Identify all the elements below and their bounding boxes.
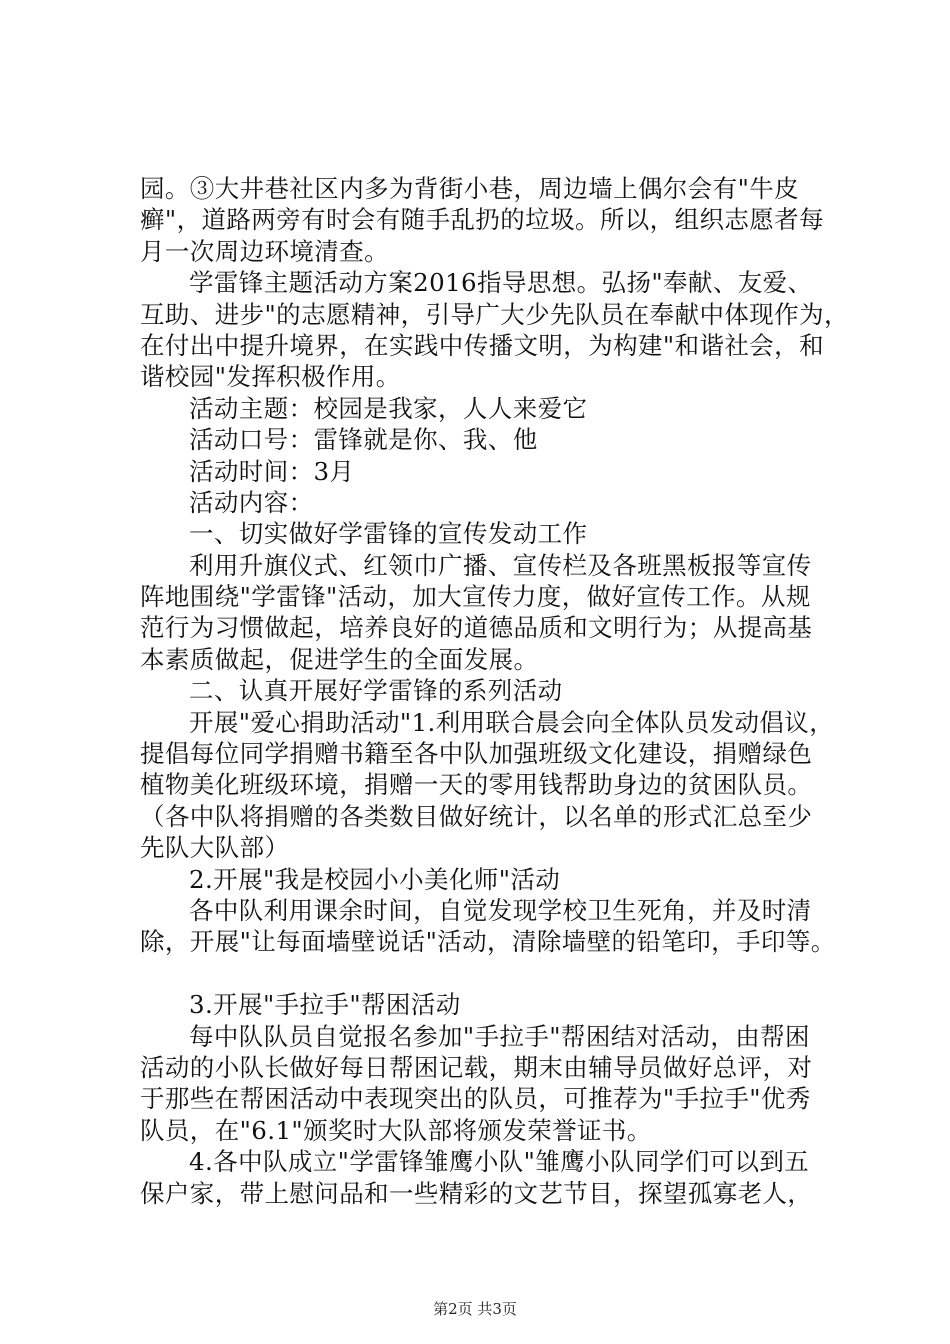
text-line: 植物美化班级环境，捐赠一天的零用钱帮助身边的贫困队员。 bbox=[140, 770, 813, 800]
text-line: 二、认真开展好学雷锋的系列活动 bbox=[189, 676, 563, 706]
text-line: 于那些在帮困活动中表现突出的队员，可推荐为"手拉手"优秀 bbox=[140, 1084, 811, 1114]
text-line: 月一次周边环境清查。 bbox=[140, 236, 389, 266]
text-line: 开展"爱心捐助活动"1.利用联合晨会向全体队员发动倡议， bbox=[189, 707, 835, 737]
text-line: 一、切实做好学雷锋的宣传发动工作 bbox=[189, 519, 588, 549]
text-line: 先队大队部） bbox=[140, 833, 290, 863]
text-line: （各中队将捐赠的各类数目做好统计，以名单的形式汇总至少 bbox=[140, 801, 813, 831]
text-line: 队员，在"6.1"颁奖时大队部将颁发荣誉证书。 bbox=[140, 1115, 652, 1145]
text-line: 范行为习惯做起，培养良好的道德品质和文明行为；从提高基 bbox=[140, 613, 813, 643]
text-line: 利用升旗仪式、红领巾广播、宣传栏及各班黑板报等宣传 bbox=[189, 550, 812, 580]
text-line: 活动主题：校园是我家，人人来爱它 bbox=[189, 393, 588, 423]
text-line: 在付出中提升境界，在实践中传播文明，为构建"和谐社会，和 bbox=[140, 330, 824, 360]
text-line: 阵地围绕"学雷锋"活动，加大宣传力度，做好宣传工作。从规 bbox=[140, 582, 811, 612]
text-line: 本素质做起，促进学生的全面发展。 bbox=[140, 644, 539, 674]
text-line: 每中队队员自觉报名参加"手拉手"帮困结对活动，由帮困 bbox=[189, 1021, 810, 1051]
text-line: 园。③大井巷社区内多为背街小巷，周边墙上偶尔会有"牛皮 bbox=[140, 174, 800, 203]
text-line: 保户家，带上慰问品和一些精彩的文艺节目，探望孤寡老人， bbox=[140, 1178, 813, 1208]
text-line: 2.开展"我是校园小小美化师"活动 bbox=[189, 864, 561, 894]
text-line: 谐校园"发挥积极作用。 bbox=[140, 362, 401, 392]
text-line: 除，开展"让每面墙壁说话"活动，清除墙壁的铅笔印，手印等。 bbox=[140, 927, 836, 957]
text-line: 互助、进步"的志愿精神，引导广大少先队员在奉献中体现作为， bbox=[140, 299, 849, 329]
blank-line bbox=[140, 958, 860, 989]
text-line: 活动时间：3月 bbox=[189, 456, 355, 486]
text-line: 活动的小队长做好每日帮困记载，期末由辅导员做好总评，对 bbox=[140, 1052, 813, 1082]
text-line: 4.各中队成立"学雷锋雏鹰小队"雏鹰小队同学们可以到五 bbox=[189, 1147, 810, 1177]
page-footer: 第2页 共3页 bbox=[433, 1300, 517, 1318]
text-line: 癣"，道路两旁有时会有随手乱扔的垃圾。所以，组织志愿者每 bbox=[140, 205, 824, 235]
text-line: 活动内容： bbox=[189, 487, 314, 517]
text-line: 各中队利用课余时间，自觉发现学校卫生死角，并及时清 bbox=[189, 895, 812, 925]
text-line: 3.开展"手拉手"帮困活动 bbox=[189, 990, 461, 1020]
document-body bbox=[140, 173, 860, 1209]
text-line: 学雷锋主题活动方案2016指导思想。弘扬"奉献、友爱、 bbox=[189, 268, 813, 298]
text-line: 提倡每位同学捐赠书籍至各中队加强班级文化建设，捐赠绿色 bbox=[140, 739, 813, 769]
text-line: 活动口号：雷锋就是你、我、他 bbox=[189, 425, 538, 455]
